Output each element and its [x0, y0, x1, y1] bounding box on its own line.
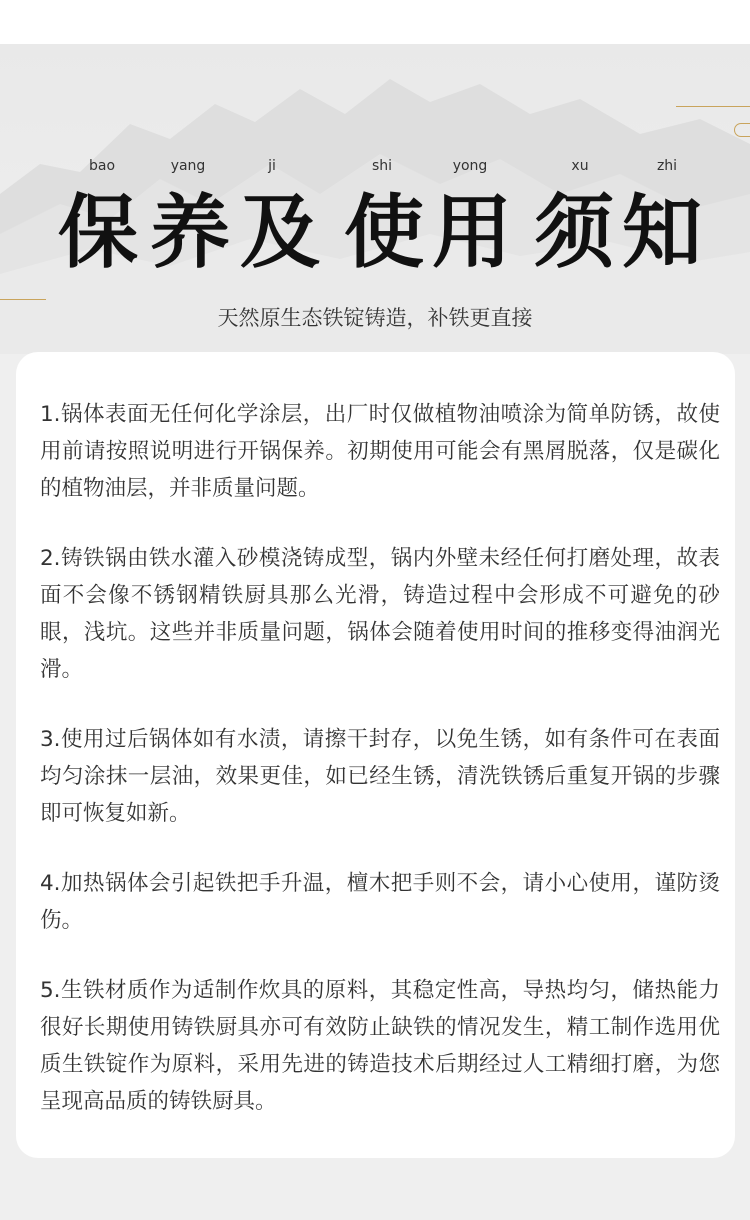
- title-char-ji: 及: [240, 185, 320, 279]
- notice-item-4: 4.加热锅体会引起铁把手升温，檀木把手则不会，请小心使用，谨防烫伤。: [40, 871, 720, 933]
- title-char-shi: 使: [344, 185, 424, 279]
- pinyin-xu: xu: [571, 158, 589, 174]
- gold-deco-line-right: [676, 106, 750, 107]
- title-char-yang: 养: [150, 185, 230, 279]
- notice-item-5: 5.生铁材质作为适制作炊具的原料，其稳定性高，导热均匀，储热能力很好长期使用铸铁厨具亦可有效防止缺铁的情况发生，精工制作选用优质生铁锭作为原料，采用先进的铸造技术后期经过人工精细打磨，为您呈现高品质的铸铁厨具。: [40, 978, 720, 1114]
- hero-banner: [0, 44, 750, 354]
- pinyin-yong: yong: [452, 158, 488, 174]
- notice-item-1: 1.锅体表面无任何化学涂层，出厂时仅做植物油喷涂为简单防锈，故使用前请按照说明进行开锅保养。初期使用可能会有黑屑脱落，仅是碳化的植物油层，并非质量问题。: [40, 402, 720, 501]
- pinyin-ji: ji: [268, 158, 276, 174]
- title-char-yong: 用: [432, 185, 512, 279]
- notice-item-2: 2.铸铁锅由铁水灌入砂模浇铸成型，锅内外壁未经任何打磨处理，故表面不会像不锈钢精铁厨具那么光滑，铸造过程中会形成不可避免的砂眼，浅坑。这些并非质量问题，锅体会随着使用时间的推移变得油润光滑。: [40, 546, 720, 682]
- page-subtitle: 天然原生态铁锭铸造，补铁更直接: [217, 306, 533, 330]
- pinyin-yang: yang: [170, 158, 206, 174]
- title-char-zhi: 知: [622, 185, 702, 279]
- title-char-xu: 须: [534, 185, 614, 279]
- top-white-strip: [0, 0, 750, 44]
- gold-deco-pill: [734, 123, 750, 137]
- notice-card: [16, 352, 735, 1158]
- pinyin-bao: bao: [88, 158, 116, 174]
- notice-item-3: 3.使用过后锅体如有水渍，请擦干封存，以免生锈，如有条件可在表面均匀涂抹一层油，效果更佳，如已经生锈，清洗铁锈后重复开锅的步骤即可恢复如新。: [40, 727, 720, 826]
- gold-deco-line-left: [0, 299, 46, 300]
- pinyin-shi: shi: [371, 158, 393, 174]
- title-char-bao: 保: [58, 185, 138, 279]
- pinyin-zhi: zhi: [656, 158, 678, 174]
